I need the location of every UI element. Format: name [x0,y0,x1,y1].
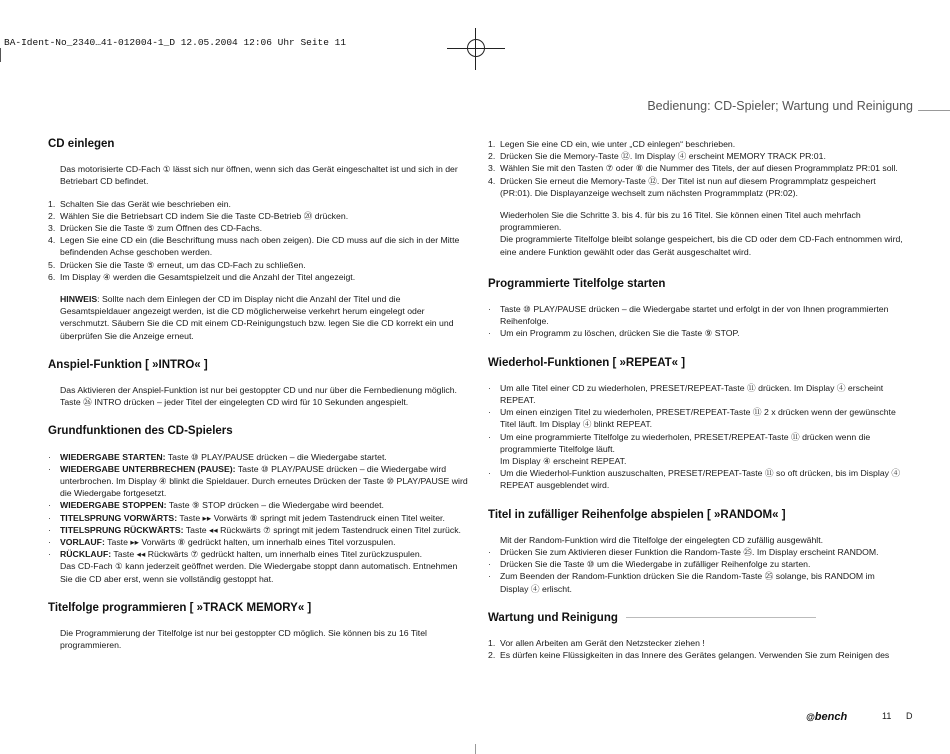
brand-logo: @bench [806,711,848,723]
list-item: · TITELSPRUNG RÜCKWÄRTS: Taste ◂◂ Rückwärts ⑦ springt mit jedem Tastendruck einen Titel zurück. [48,524,461,535]
list-item: · Um einen einzigen Titel zu wiederholen, PRESET/REPEAT-Taste ⑪ 2 x drücken wenn der gewünschte Titel läuft. Im Display ④ blinkt REPEAT. [488,407,896,430]
list-item: · WIEDERGABE STOPPEN: Taste ⑨ STOP drücken – die Wiedergabe wird beendet. [48,500,384,511]
paragraph: Wiederholen Sie die Schritte 3. bis 4. für bis zu 16 Titel. Sie können einen Titel auch mehrfach programmieren. [500,210,861,233]
list-item: 2. Wählen Sie die Betriebsart CD indem Sie die Taste CD-Betrieb ⑳ drücken. [48,210,349,221]
left-column [48,138,468,669]
paragraph: Das motorisierte CD-Fach ① lässt sich nur öffnen, wenn sich das Gerät eingeschaltet ist und sich in der Betriebart CD befindet. [60,164,458,187]
list-item: 1. Schalten Sie das Gerät wie beschrieben ein. [48,198,231,209]
list-item: 2. Es dürfen keine Flüssigkeiten in das Innere des Gerätes gelangen. Verwenden Sie zum Reinigen des [488,650,890,661]
section-programm-starten [488,278,903,340]
crop-mark-left [0,48,1,62]
language-code: D [906,711,913,721]
list-item: · Drücken Sie zum Aktivieren dieser Funktion die Random-Taste ㉕. Im Display erscheint RANDOM. [488,547,879,558]
list-item: · TITELSPRUNG VORWÄRTS: Taste ▸▸ Vorwärts ⑧ springt mit jedem Tastendruck einen Titel weiter. [48,512,445,523]
bullet-list [488,382,903,492]
list-item: 1. Legen Sie eine CD ein, wie unter „CD einlegen“ beschrieben. [488,139,736,149]
note-text: : Sollte nach dem Einlegen der CD im Display nicht die Anzahl der Titel und die Gesamtspieldauer angezeigt werden, ist die CD möglicherweise verkehrt herum eingelegt oder verschmutzt. Säubern Sie die CD mit einem CD-Reinigungstuch bzw. legen Sie die CD korrekt ein und überprüfen Sie die Anzeige erneut. [60,294,454,341]
list-item: 5. Drücken Sie die Taste ⑤ erneut, um das CD-Fach zu schließen. [48,259,306,270]
section-title: Wiederhol-Funktionen [ »REPEAT« ] [488,356,686,369]
bullet-list [48,451,468,585]
paragraph: Mit der Random-Funktion wird die Titelfolge der eingelegten CD zufällig ausgewählt. [500,534,824,545]
note [60,293,468,342]
title-rule [626,617,816,618]
print-slug: BA-Ident-No_2340…41-012004-1_D 12.05.2004 12:06 Uhr Seite 11 [4,37,347,48]
note-label: HINWEIS [60,294,98,305]
section-title: Titelfolge programmieren [ »TRACK MEMORY« ] [48,601,312,614]
section-cd-einlegen [48,138,468,342]
paragraph: Das Aktivieren der Anspiel-Funktion ist nur bei gestoppter CD und nur über die Fernbedienung möglich. Taste ㉖ INTRO drücken – jeder Titel der eingelegten CD wird für 10 Sekunden angespielt. [60,385,457,408]
right-column [488,138,903,679]
list-item: · WIEDERGABE UNTERBRECHEN (PAUSE): Taste ⑩ PLAY/PAUSE drücken – die Wiedergabe wird unterbrochen. Im Display ④ blinkt die Spieldauer. Durch erneutes Drücken der Taste ⑩ PLAY/PAUSE wird die Wiedergabe fortgesetzt. [48,463,468,499]
bullet-list [488,303,903,340]
list-item: 3. Wählen Sie mit den Tasten ⑦ oder ⑧ die Nummer des Titels, der auf diesen Programmplatz PR:01 soll. [488,163,898,174]
list-item: 3. Drücken Sie die Taste ⑤ zum Öffnen des CD-Fachs. [48,223,263,234]
paragraph: Die programmierte Titelfolge bleibt solange gespeichert, bis die CD oder dem CD-Fach entnommen wird, eine andere Funktion gewählt oder das Gerät ausgeschaltet wird. [500,234,903,257]
section-title: Grundfunktionen des CD-Spielers [48,425,233,438]
registration-mark-circle [467,39,485,57]
numbered-list [48,198,468,283]
list-item: · Um ein Programm zu löschen, drücken Sie die Taste ⑨ STOP. [488,328,740,339]
list-item: · Um alle Titel einer CD zu wiederholen, PRESET/REPEAT-Taste ⑪ drücken. Im Display ④ erscheint REPEAT. [488,382,884,406]
section-track-memory [48,602,468,652]
section-title: Anspiel-Funktion [ »INTRO« ] [48,358,208,371]
section-intro [48,359,468,409]
section-repeat [488,357,903,492]
list-item: · Zum Beenden der Random-Funktion drücken Sie die Random-Taste ㉕ solange, bis RANDOM im Display ④ erlischt. [488,571,875,594]
list-item: · Drücken Sie die Taste ⑩ um die Wiedergabe in zufälliger Reihenfolge zu starten. [488,559,811,570]
list-item: · Taste ⑩ PLAY/PAUSE drücken – die Wiedergabe startet und erfolgt in der von Ihnen programmierten Reihenfolge. [488,304,889,327]
page-number: 11 [882,711,892,721]
list-item: · WIEDERGABE STARTEN: Taste ⑩ PLAY/PAUSE drücken – die Wiedergabe startet. [48,451,387,462]
paragraph: Die Programmierung der Titelfolge ist nur bei gestoppter CD möglich. Sie können bis zu 16 Titel programmieren. [60,628,427,651]
list-item: 4. Drücken Sie erneut die Memory-Taste ⑫. Der Titel ist nun auf diesem Programmplatz gespeichert (PR:01). Die Displayanzeige wechselt zum nächsten Programmplatz (PR:02). [488,175,876,198]
list-item: 2. Drücken Sie die Memory-Taste ⑫. Im Display ④ erscheint MEMORY TRACK PR:01. [488,151,826,162]
list-item: Das CD-Fach ① kann jederzeit geöffnet werden. Die Wiedergabe stoppt dann automatisch. Entnehmen Sie die CD aber erst, wenn sie vollständig gestoppt hat. [60,561,458,584]
section-random [488,509,903,595]
section-title: Titel in zufälliger Reihenfolge abspielen [ »RANDOM« ] [488,508,786,521]
list-item: · RÜCKLAUF: Taste ◂◂ Rückwärts ⑦ gedrückt halten, um innerhalb eines Titel zurückzuspulen. [48,549,423,560]
numbered-list [488,637,903,661]
list-item: · VORLAUF: Taste ▸▸ Vorwärts ⑧ gedrückt halten, um innerhalb eines Titel vorzuspulen. [48,537,396,548]
bullet-list [488,546,903,595]
list-item: 6. Im Display ④ werden die Gesamtspielzeit und die Anzahl der Titel angezeigt. [48,271,356,282]
list-item: · Um eine programmierte Titelfolge zu wiederholen, PRESET/REPEAT-Taste ⑪ drücken wenn die programmierte Titelfolge läuft. Im Display ④ erscheint REPEAT. [488,431,871,467]
running-head: Bedienung: CD-Spieler; Wartung und Reinigung [647,99,913,113]
section-title: CD einlegen [48,138,115,150]
numbered-list [488,138,903,199]
list-item: 4. Legen Sie eine CD ein (die Beschriftung muss nach oben zeigen). Die CD muss auf die sich in der Mitte befindenden Achse geschoben werden. [48,235,460,258]
section-grundfunktionen [48,425,468,584]
list-item: 1. Vor allen Arbeiten am Gerät den Netzstecker ziehen ! [488,638,705,649]
section-wartung [488,612,903,662]
crop-mark-bottom [475,744,476,754]
list-item: · Um die Wiederhol-Funktion auszuschalten, PRESET/REPEAT-Taste ⑪ so oft drücken, bis im Display ④ REPEAT ausgeblendet wird. [488,468,901,491]
running-head-rule [918,110,950,111]
section-title: Programmierte Titelfolge starten [488,277,666,290]
section-title: Wartung und Reinigung [488,612,903,624]
